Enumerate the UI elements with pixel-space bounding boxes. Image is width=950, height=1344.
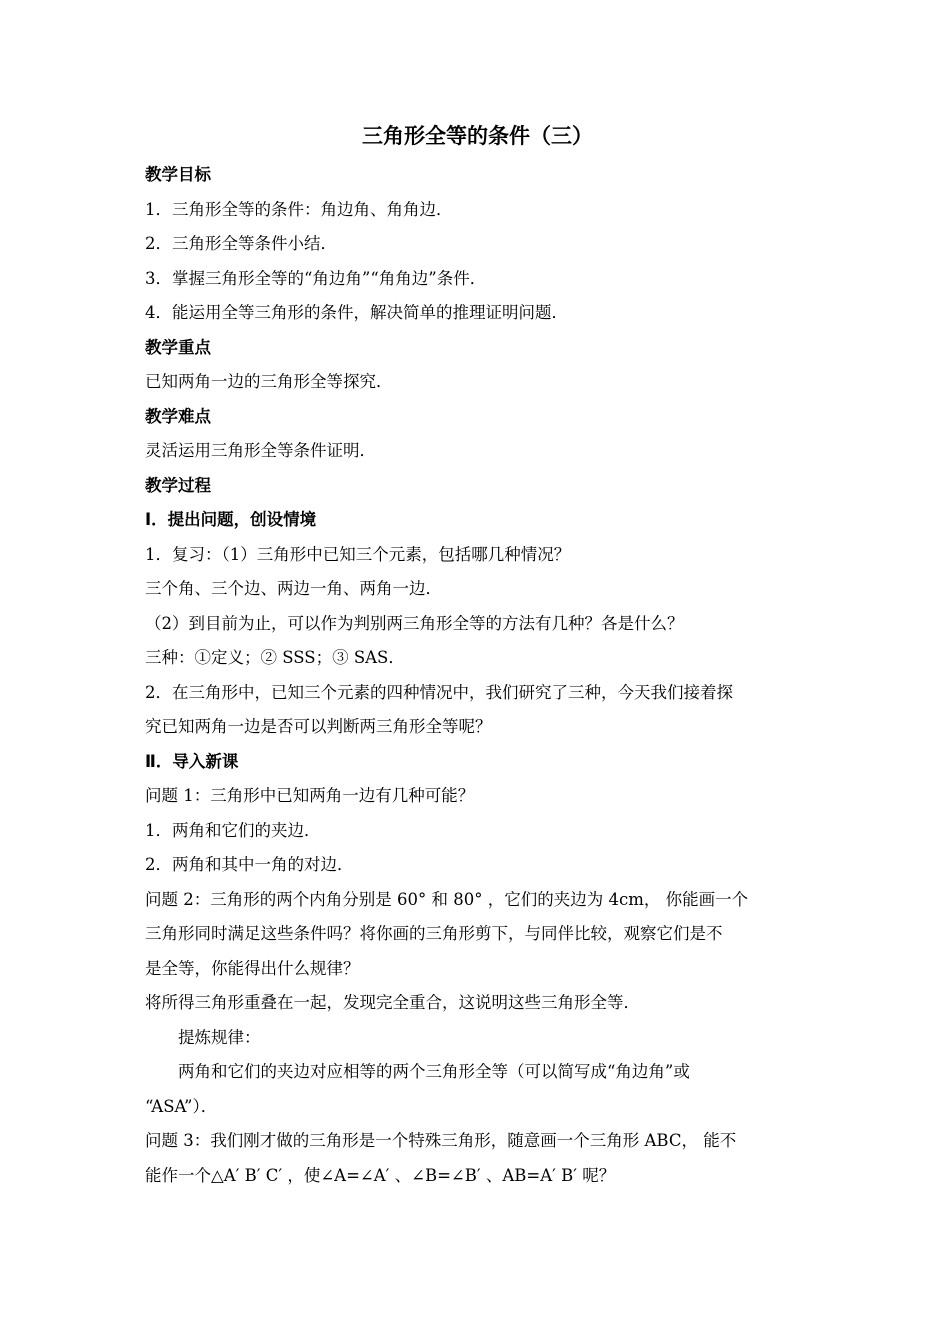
heading-key-point: 教学重点 (145, 337, 211, 357)
rule-line: “ASA”）． (145, 1096, 218, 1116)
document-title: 三角形全等的条件（三） (362, 124, 593, 148)
part1-line: （2）到目前为止，可以作为判别两三角形全等的方法有几种？各是什么？ (145, 613, 684, 633)
part2-line: 2．两角和其中一角的对边． (145, 855, 354, 874)
part2-line: 问题 1：三角形中已知两角一边有几种可能？ (145, 786, 475, 805)
part1-line: 究已知两角一边是否可以判断两三角形全等呢？ (145, 717, 492, 736)
part2-line: 三角形同时满足这些条件吗？将你画的三角形剪下，与同伴比较，观察它们是不 (145, 924, 723, 943)
part1-line: 1．复习：（1）三角形中已知三个元素，包括哪几种情况？ (145, 544, 571, 564)
rule-label: 提炼规律： (178, 1027, 261, 1047)
part2-line: 问题 2：三角形的两个内角分别是 60° 和 80° ，它们的夹边为 4cm， 你能画一个 (145, 889, 749, 909)
objective-item: 1．三角形全等的条件：角边角、角角边． (145, 199, 453, 219)
key-point-text: 已知两角一边的三角形全等探究． (145, 372, 393, 391)
question3-line: 能作一个△A′ B′ C′ ，使∠A=∠A′ 、∠B=∠B′ 、AB=A′ B′ 呢？ (145, 1165, 616, 1185)
objective-item: 4．能运用全等三角形的条件，解决简单的推理证明问题． (145, 303, 568, 322)
rule-line: 两角和它们的夹边对应相等的两个三角形全等（可以简写成“角边角”或 (178, 1062, 690, 1081)
question3-line: 问题 3：我们刚才做的三角形是一个特殊三角形，随意画一个三角形 ABC， 能不 (145, 1131, 737, 1150)
heading-objectives: 教学目标 (145, 165, 211, 184)
objective-item: 3．掌握三角形全等的“角边角”“角角边”条件． (145, 268, 487, 288)
document-page (145, 118, 810, 1193)
heading-process: 教学过程 (145, 475, 211, 495)
heading-part1: Ⅰ．提出问题，创设情境 (145, 510, 317, 529)
part1-line: 三种：①定义；② SSS；③ SAS． (145, 648, 405, 667)
heading-difficulty: 教学难点 (145, 406, 211, 426)
difficulty-text: 灵活运用三角形全等条件证明． (145, 441, 376, 460)
part2-line: 1．两角和它们的夹边． (145, 820, 321, 840)
part2-line: 将所得三角形重叠在一起，发现完全重合，这说明这些三角形全等． (145, 993, 640, 1012)
part1-line: 三个角、三个边、两边一角、两角一边． (145, 579, 442, 598)
objective-item: 2．三角形全等条件小结． (145, 234, 337, 253)
part1-line: 2．在三角形中，已知三个元素的四种情况中，我们研究了三种，今天我们接着探 (145, 682, 733, 702)
part2-line: 是全等，你能得出什么规律？ (145, 958, 360, 978)
heading-part2: Ⅱ．导入新课 (145, 751, 239, 771)
